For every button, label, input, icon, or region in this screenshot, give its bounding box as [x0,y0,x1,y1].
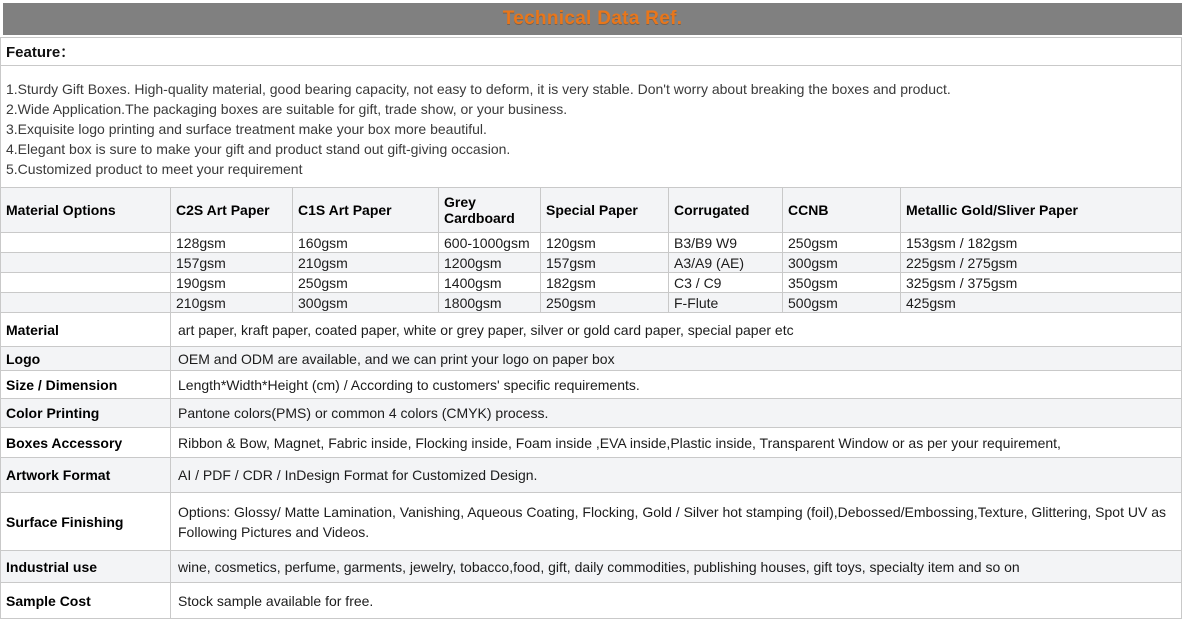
gsm-cell-blank [1,233,171,253]
feature-item: 3.Exquisite logo printing and surface treatment make your box more beautiful. [6,121,487,137]
header-cell-corrugated: Corrugated [669,188,783,233]
detail-value: Length*Width*Height (cm) / According to customers' specific requirements. [171,371,1182,399]
gsm-row [1,253,1182,273]
gsm-cell: 500gsm [783,293,901,313]
detail-label: Surface Finishing [1,493,171,551]
gsm-cell: 120gsm [541,233,669,253]
detail-row-artwork-format [1,458,1182,493]
header-cell-material-options: Material Options [1,188,171,233]
feature-item: 4.Elegant box is sure to make your gift and product stand out gift-giving occasion. [6,141,511,157]
detail-value: Ribbon & Bow, Magnet, Fabric inside, Flocking inside, Foam inside ,EVA inside,Plastic inside, Transparent Window or as per your requirement, [171,428,1182,458]
gsm-cell: F-Flute [669,293,783,313]
gsm-cell: 350gsm [783,273,901,293]
gsm-cell: 250gsm [541,293,669,313]
feature-heading: Feature： [0,37,1182,66]
gsm-cell: 300gsm [783,253,901,273]
detail-row-material [1,313,1182,347]
detail-value: Pantone colors(PMS) or common 4 colors (CMYK) process. [171,399,1182,428]
detail-row-boxes-accessory [1,428,1182,458]
gsm-cell: 182gsm [541,273,669,293]
gsm-cell: 425gsm [901,293,1182,313]
detail-value: wine, cosmetics, perfume, garments, jewelry, tobacco,food, gift, daily commodities, publishing houses, gift toys, specialty item and so on [171,551,1182,583]
detail-label: Material [1,313,171,347]
detail-value: art paper, kraft paper, coated paper, white or grey paper, silver or gold card paper, special paper etc [171,313,1182,347]
title-banner [3,3,1182,35]
gsm-cell: 250gsm [293,273,439,293]
detail-label: Boxes Accessory [1,428,171,458]
gsm-cell: 210gsm [293,253,439,273]
gsm-cell: 1800gsm [439,293,541,313]
header-cell-ccnb: CCNB [783,188,901,233]
detail-value: OEM and ODM are available, and we can print your logo on paper box [171,347,1182,371]
gsm-cell-blank [1,273,171,293]
feature-item: 5.Customized product to meet your requirement [6,161,303,177]
gsm-cell: 153gsm / 182gsm [901,233,1182,253]
gsm-cell: 160gsm [293,233,439,253]
gsm-cell: C3 / C9 [669,273,783,293]
header-cell-c2s-art-paper: C2S Art Paper [171,188,293,233]
gsm-row [1,293,1182,313]
gsm-cell: 225gsm / 275gsm [901,253,1182,273]
gsm-cell: 600-1000gsm [439,233,541,253]
gsm-cell-blank [1,253,171,273]
gsm-cell: 250gsm [783,233,901,253]
gsm-row [1,273,1182,293]
detail-row-sample-cost [1,583,1182,619]
spec-table [0,187,1182,619]
technical-data-page [0,3,1187,623]
gsm-cell: 157gsm [541,253,669,273]
gsm-cell: 157gsm [171,253,293,273]
gsm-cell: B3/B9 W9 [669,233,783,253]
spec-table-header-row [1,188,1182,233]
gsm-cell: 1200gsm [439,253,541,273]
page-title: Technical Data Ref. [502,8,683,29]
gsm-cell: 300gsm [293,293,439,313]
feature-item: 2.Wide Application.The packaging boxes are suitable for gift, trade show, or your business. [6,101,568,117]
detail-row-logo [1,347,1182,371]
gsm-cell: 1400gsm [439,273,541,293]
header-cell-special-paper: Special Paper [541,188,669,233]
detail-row-color-printing [1,399,1182,428]
detail-label: Sample Cost [1,583,171,619]
header-cell-grey-cardboard: Grey Cardboard [439,188,541,233]
detail-value: AI / PDF / CDR / InDesign Format for Customized Design. [171,458,1182,493]
feature-item: 1.Sturdy Gift Boxes. High-quality material, good bearing capacity, not easy to deform, it is very stable. Don't worry about breaking the boxes and product. [6,81,951,97]
detail-label: Industrial use [1,551,171,583]
detail-row-industrial-use [1,551,1182,583]
gsm-cell: 325gsm / 375gsm [901,273,1182,293]
detail-row-surface-finishing [1,493,1182,551]
detail-label: Color Printing [1,399,171,428]
header-cell-metallic-paper: Metallic Gold/Sliver Paper [901,188,1182,233]
gsm-cell: 190gsm [171,273,293,293]
gsm-row [1,233,1182,253]
detail-value: Stock sample available for free. [171,583,1182,619]
gsm-cell: 128gsm [171,233,293,253]
header-cell-c1s-art-paper: C1S Art Paper [293,188,439,233]
detail-row-size-dimension [1,371,1182,399]
gsm-cell: A3/A9 (AE) [669,253,783,273]
detail-label: Size / Dimension [1,371,171,399]
detail-label: Logo [1,347,171,371]
detail-value: Options: Glossy/ Matte Lamination, Vanishing, Aqueous Coating, Flocking, Gold / Silver hot stamping (foil),Debossed/Embossing,Texture, Glittering, Spot UV as Following Pictures and Videos. [171,493,1182,551]
detail-label: Artwork Format [1,458,171,493]
feature-list [0,66,1182,187]
gsm-cell: 210gsm [171,293,293,313]
gsm-cell-blank [1,293,171,313]
